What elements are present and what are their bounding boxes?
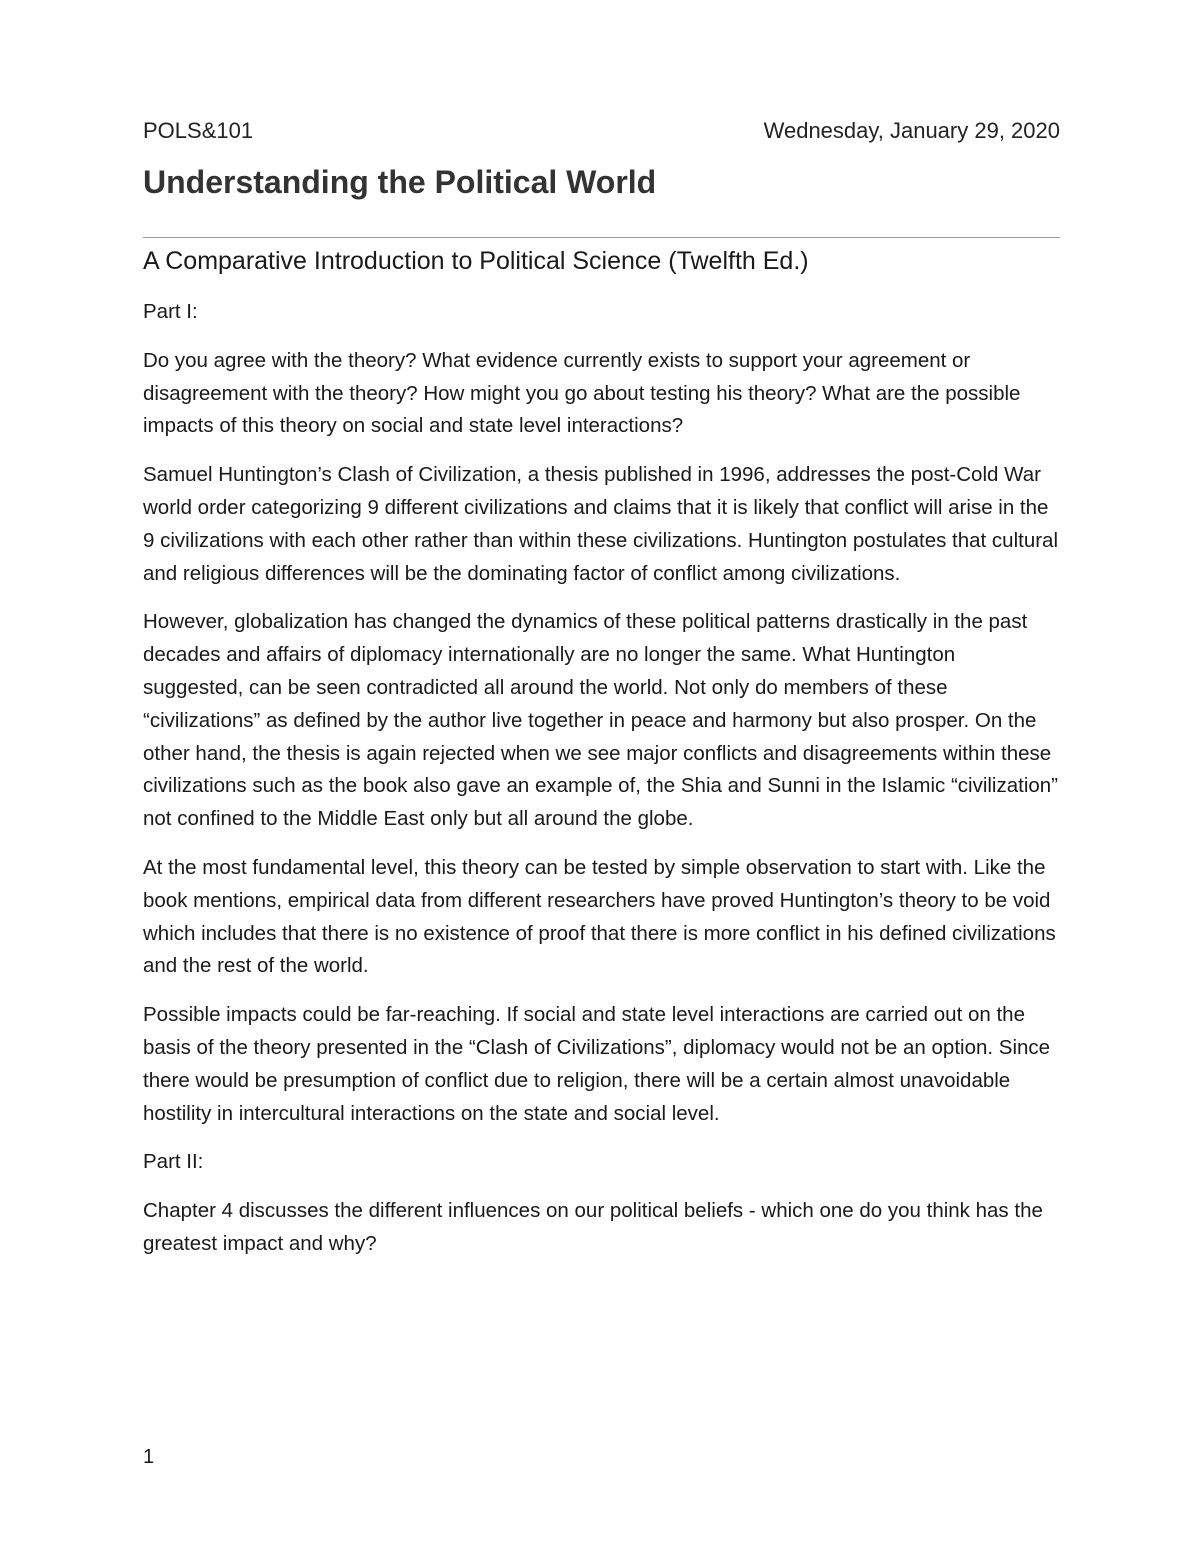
header-date: Wednesday, January 29, 2020 bbox=[763, 118, 1060, 143]
page-number: 1 bbox=[143, 1446, 155, 1468]
part-two-heading: Part II: bbox=[143, 1150, 204, 1174]
document-page bbox=[143, 0, 1060, 1553]
body-paragraph: However, globalization has changed the dynamics of these political patterns drastically in the past decades and affairs of diplomacy internationally are no longer the same. What Huntington suggested, can be seen contradicted all around the world. Not only do members of these “civilizations” as defined by the author live together in peace and harmony but also prosper. On the other hand, the thesis is again rejected when we see major conflicts and disagreements within these civilizations such as the book also gave an example of, the Shia and Sunni in the Islamic “civilization” not confined to the Middle East only but all around the globe. bbox=[143, 610, 1059, 831]
question-paragraph: Chapter 4 discusses the different influences on our political beliefs - which one do you think has the greatest impact and why? bbox=[143, 1199, 1043, 1255]
title-divider bbox=[143, 237, 1060, 238]
question-paragraph: Do you agree with the theory? What evidence currently exists to support your agreement or disagreement with the theory? How might you go about testing his theory? What are the possible impacts of this theory on social and state level interactions? bbox=[143, 348, 1021, 438]
document-title: Understanding the Political World bbox=[143, 164, 657, 200]
body-paragraph: Possible impacts could be far-reaching. If social and state level interactions are carried out on the basis of the theory presented in the “Clash of Civilizations”, diplomacy would not be an option. Since there would be presumption of conflict due to religion, there will be a certain almost unavoidable hostility in intercultural interactions on the state and social level. bbox=[143, 1003, 1051, 1125]
document-subtitle: A Comparative Introduction to Political Science (Twelfth Ed.) bbox=[143, 247, 809, 275]
body-paragraph: At the most fundamental level, this theory can be tested by simple observation to start with. Like the book mentions, empirical data from different researchers have proved Huntington’s theory to be void which includes that there is no existence of proof that there is more conflict in his defined civilizations and the rest of the world. bbox=[143, 855, 1056, 978]
document-body bbox=[143, 296, 1060, 1277]
part-one-heading: Part I: bbox=[143, 300, 198, 323]
course-code: POLS&101 bbox=[143, 118, 254, 143]
body-paragraph: Samuel Huntington’s Clash of Civilization, a thesis published in 1996, addresses the post-Cold War world order categorizing 9 different civilizations and claims that it is likely that conflict will arise in the 9 civilizations with each other rather than within these civilizations. Huntington postulates that cultural and religious differences will be the dominating factor of conflict among civilizations. bbox=[143, 463, 1059, 585]
page-header bbox=[143, 116, 1060, 146]
